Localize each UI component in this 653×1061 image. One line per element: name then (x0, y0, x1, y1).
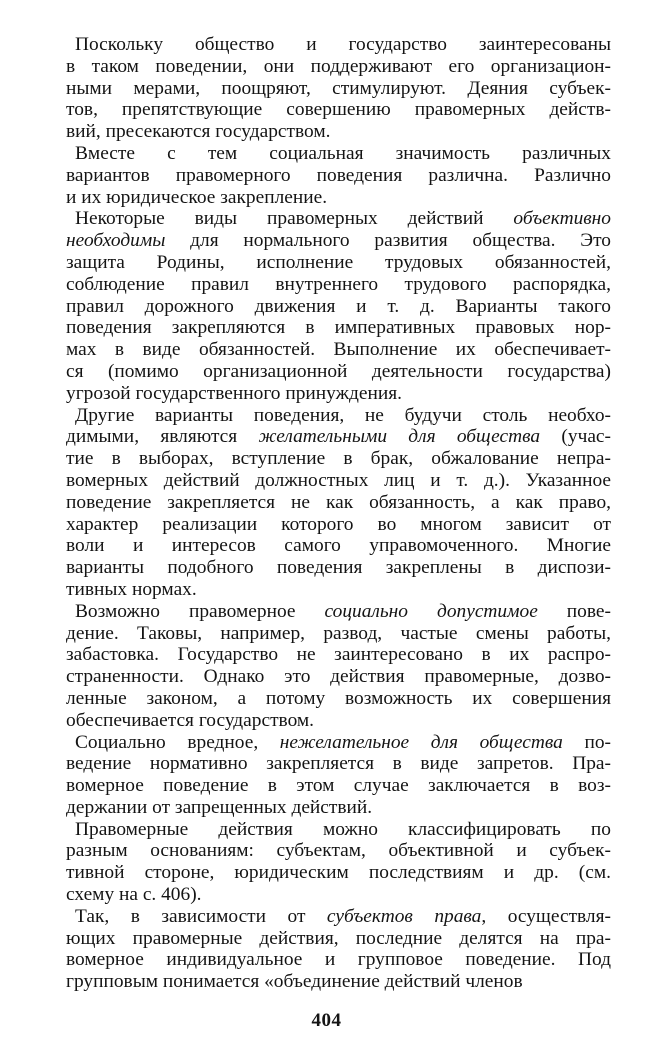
text-line (66, 840, 611, 862)
paragraph (66, 143, 611, 208)
text-run: Правомерные действия можно классифицировать по (75, 818, 611, 840)
text-run: Поскольку общество и государство заинтересованы (75, 34, 611, 55)
text-line (66, 732, 611, 754)
text-line (66, 797, 611, 819)
text-line (66, 579, 611, 601)
text-run: тивной стороне, юридическим последствиям и др. (см. (66, 862, 611, 884)
text-run: тие в выборах, вступление в брак, обжалование непра- (66, 448, 611, 470)
text-line (66, 971, 611, 993)
text-line (66, 208, 611, 230)
text-run: защита Родины, исполнение трудовых обязанностей, (66, 251, 611, 273)
text-line (66, 819, 611, 841)
text-line (66, 143, 611, 165)
text-run: , осуществля- (481, 905, 611, 927)
paragraph (66, 601, 611, 732)
text-line (66, 535, 611, 557)
text-run: димыми, являются (66, 426, 259, 448)
paragraph (66, 819, 611, 906)
text-run: страненности. Однако это действия правомерные, дозво- (66, 666, 611, 688)
text-run: ющих правомерные действия, последние делятся на пра- (66, 927, 611, 949)
text-run: ведение нормативно закрепляется в виде запретов. Пра- (66, 753, 611, 775)
text-run: тивных нормах. (66, 578, 197, 600)
text-line (66, 121, 611, 143)
text-run: держании от запрещенных действий. (66, 796, 373, 818)
text-run: мах в виде обязанностей. Выполнение их обеспечивает- (66, 339, 611, 361)
text-run: пове- (537, 600, 611, 622)
text-line (66, 710, 611, 732)
italic-term: необходимы (66, 230, 166, 252)
text-line (66, 339, 611, 361)
text-run: Так, в зависимости от (75, 905, 327, 927)
text-run: вомерных действий должностных лиц и т. д.). Указанное (66, 469, 611, 491)
text-line (66, 470, 611, 492)
text-line (66, 928, 611, 950)
text-line (66, 317, 611, 339)
text-line (66, 34, 611, 56)
paragraph (66, 732, 611, 819)
text-run: дение. Таковы, например, развод, частые смены работы, (66, 622, 611, 644)
text-line (66, 644, 611, 666)
text-run: по- (562, 731, 611, 753)
text-run: правил дорожного движения и т. д. Варианты такого (66, 295, 611, 317)
text-line (66, 56, 611, 78)
text-run: схему на с. 406). (66, 884, 202, 906)
paragraph (66, 208, 611, 404)
text-line (66, 78, 611, 100)
text-run: воли и интересов самого управомоченного. Многие (66, 535, 611, 557)
text-line (66, 448, 611, 470)
text-run: для нормального развития общества. Это (165, 230, 611, 252)
text-run: Возможно правомерное (75, 600, 325, 622)
text-line (66, 296, 611, 318)
text-run: обеспечивается государством. (66, 709, 315, 731)
text-run: Некоторые виды правомерных действий (75, 208, 514, 230)
text-run: забастовка. Государство не заинтересовано в их распро- (66, 644, 611, 666)
text-run: вомерное поведение в этом случае заключается в воз- (66, 775, 611, 797)
text-line (66, 623, 611, 645)
text-run: соблюдение правил внутреннего трудового распорядка, (66, 273, 611, 295)
text-line (66, 557, 611, 579)
text-run: поведения закрепляются в императивных правовых нор- (66, 317, 611, 339)
text-line (66, 492, 611, 514)
text-line (66, 426, 611, 448)
italic-term: объективно (513, 208, 611, 230)
text-run: ленные законом, а потому возможность их совершения (66, 687, 611, 709)
text-line (66, 99, 611, 121)
text-run: разным основаниям: субъектам, объективной и субъек- (66, 840, 611, 862)
text-line (66, 405, 611, 427)
text-line (66, 274, 611, 296)
text-line (66, 252, 611, 274)
text-run: в таком поведении, они поддерживают его организацион- (66, 55, 611, 77)
italic-term: социально допустимое (324, 600, 538, 622)
text-run: угрозой государственного принуждения. (66, 382, 402, 404)
text-run: поведение закрепляется не как обязанность, а как право, (66, 491, 611, 513)
text-line (66, 383, 611, 405)
text-run: Другие варианты поведения, не будучи столь необхо- (75, 404, 611, 426)
page-number: 404 (311, 1010, 342, 1031)
paragraph (66, 34, 611, 143)
text-run: ся (помимо организационной деятельности государства) (66, 360, 611, 382)
text-line (66, 862, 611, 884)
text-line (66, 753, 611, 775)
text-run: вий, пресекаются государством. (66, 121, 331, 143)
text-line (66, 688, 611, 710)
text-run: вомерное индивидуальное и групповое поведение. Под (66, 949, 611, 971)
text-line (66, 514, 611, 536)
text-line (66, 775, 611, 797)
text-line (66, 884, 611, 906)
text-run: (учас- (540, 426, 611, 448)
text-line (66, 165, 611, 187)
text-run: Вместе с тем социальная значимость различных (75, 142, 611, 164)
text-line (66, 949, 611, 971)
text-run: тов, препятствующие совершению правомерных действ- (66, 99, 611, 121)
text-run: вариантов правомерного поведения различна. Различно (66, 164, 611, 186)
text-line (66, 601, 611, 623)
text-line (66, 906, 611, 928)
page-text (66, 34, 611, 993)
text-line (66, 666, 611, 688)
text-run: и их юридическое закрепление. (66, 186, 328, 208)
italic-term: субъектов права (326, 905, 482, 927)
italic-term: желательными для общества (258, 426, 541, 448)
text-run: Социально вредное, (75, 731, 280, 753)
italic-term: нежелательное для общества (279, 731, 563, 753)
text-line (66, 187, 611, 209)
text-run: ными мерами, поощряют, стимулируют. Деяния субъек- (66, 77, 611, 99)
text-run: характер реализации которого во многом зависит от (66, 513, 611, 535)
paragraph (66, 405, 611, 601)
paragraph (66, 906, 611, 993)
text-run: групповым понимается «объединение действий членов (66, 971, 523, 993)
text-run: варианты подобного поведения закреплены в диспози- (66, 557, 611, 579)
text-line (66, 361, 611, 383)
text-line (66, 230, 611, 252)
